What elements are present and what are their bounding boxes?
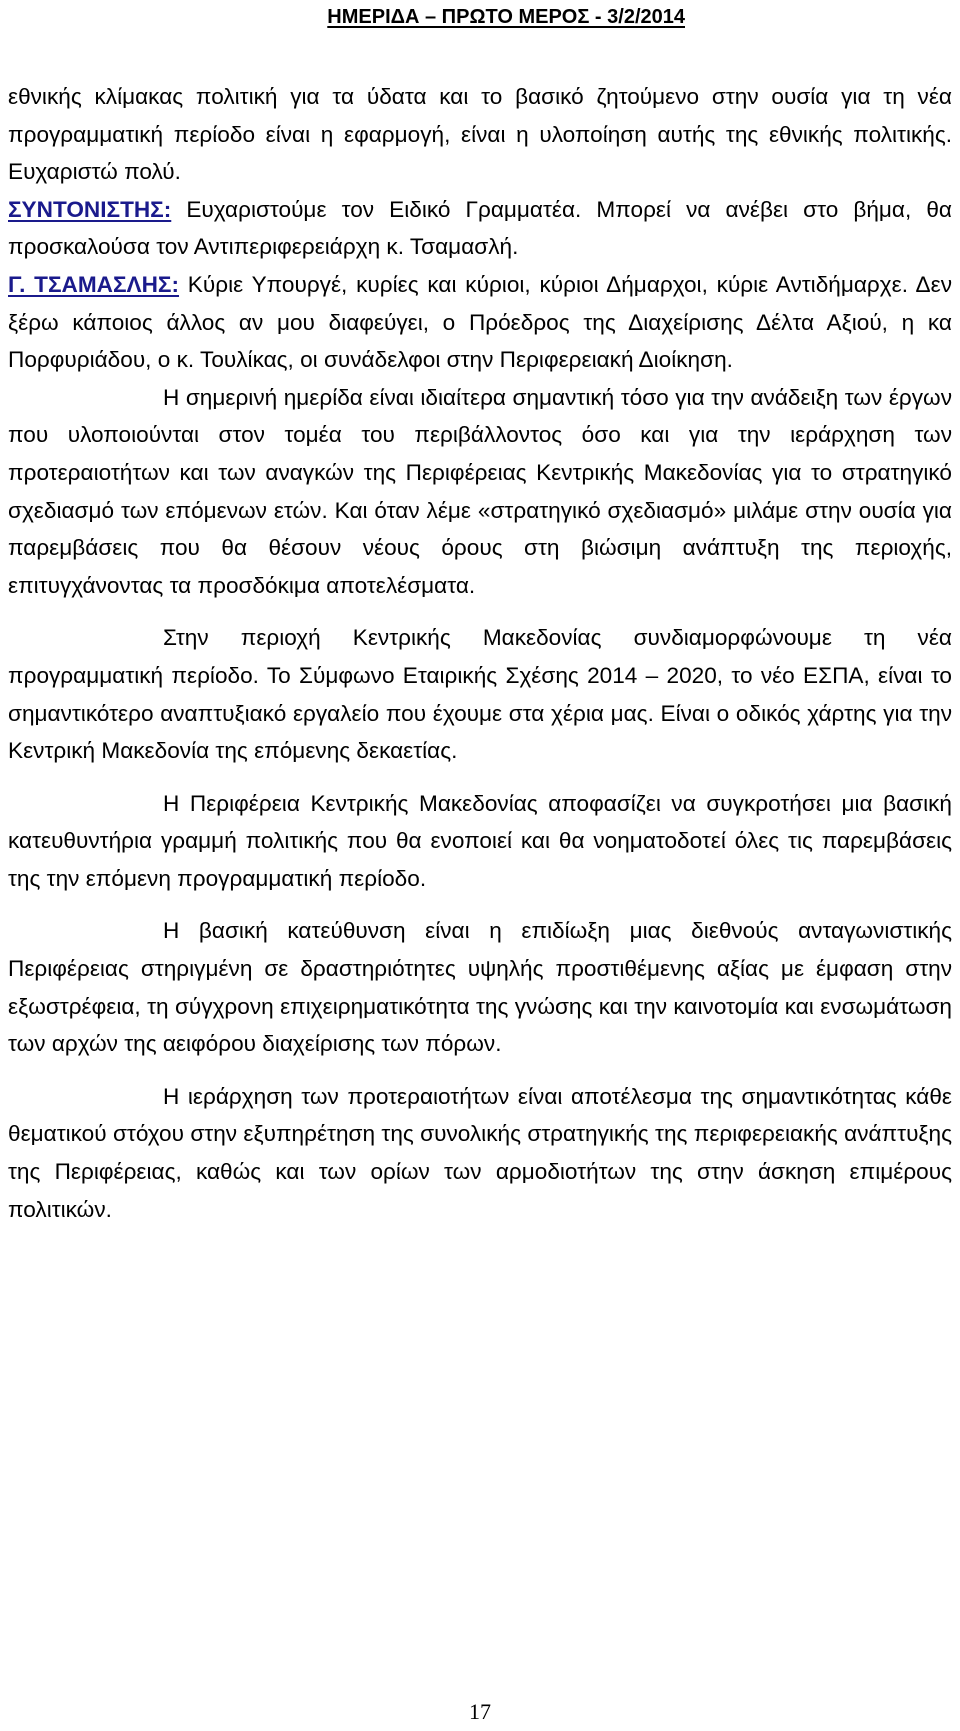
paragraph-5: Στην περιοχή Κεντρικής Μακεδονίας συνδιαμορφώνουμε τη νέα προγραμματική περίοδο. Το Σύμφωνο Εταιρικής Σχέσης 2014 – 2020, το νέο ΕΣΠΑ, είναι το σημαντικότερο αναπτυξιακό εργαλείο που έχουμε στα χέρια μας. Είναι ο οδικός χάρτης για την Κεντρική Μακεδονία της επόμενης δεκαετίας. xyxy=(8,625,952,764)
document-body xyxy=(8,78,952,1228)
page-number: 17 xyxy=(469,1699,491,1724)
paragraph-2 xyxy=(8,191,952,266)
paragraph-3 xyxy=(8,266,952,379)
paragraph-4: Η σημερινή ημερίδα είναι ιδιαίτερα σημαντική τόσο για την ανάδειξη των έργων που υλοποιούνται στον τομέα του περιβάλλοντος όσο και για την ιεράρχηση των προτεραιοτήτων και των αναγκών της Περιφέρειας Κεντρικής Μακεδονίας για το στρατηγικό σχεδιασμό των επόμενων ετών. Και όταν λέμε «στρατηγικό σχεδιασμό» μιλάμε στην ουσία για παρεμβάσεις που θα θέσουν νέους όρους στη βιώσιμη ανάπτυξη της περιοχής, επιτυγχάνοντας τα προσδόκιμα αποτελέσματα. xyxy=(8,384,952,598)
paragraph-2-text: Ευχαριστούμε τον Ειδικό Γραμματέα. Μπορεί να ανέβει στο βήμα, θα προσκαλούσα τον Αντιπεριφερειάρχη κ. Τσαμασλή. xyxy=(8,196,952,260)
speaker-label-coordinator: ΣΥΝΤΟΝΙΣΤΗΣ: xyxy=(8,196,172,222)
paragraph-6: Η Περιφέρεια Κεντρικής Μακεδονίας αποφασίζει να συγκροτήσει μια βασική κατευθυντήρια γραμμή πολιτικής που θα ενοποιεί και θα νοηματοδοτεί όλες τις παρεμβάσεις της την επόμενη προγραμματική περίοδο. xyxy=(8,790,952,891)
paragraph-8: Η ιεράρχηση των προτεραιοτήτων είναι αποτέλεσμα της σημαντικότητας κάθε θεματικού στόχου στην εξυπηρέτηση της συνολικής στρατηγικής της περιφερειακής ανάπτυξης της Περιφέρειας, καθώς και των ορίων των αρμοδιοτήτων της στην άσκηση επιμέρους πολιτικών. xyxy=(8,1083,952,1222)
speaker-label-tsamaslis: Γ. ΤΣΑΜΑΣΛΗΣ: xyxy=(8,271,180,297)
paragraph-3-text: Κύριε Υπουργέ, κυρίες και κύριοι, κύριοι Δήμαρχοι, κύριε Αντιδήμαρχε. Δεν ξέρω κάποιος άλλος αν μου διαφεύγει, ο Πρόεδρος της Διαχείρισης Δέλτα Αξιού, η κα Πορφυριάδου, ο κ. Τουλίκας, οι συνάδελφοι στην Περιφερειακή Διοίκηση. xyxy=(8,271,952,373)
paragraph-7: Η βασική κατεύθυνση είναι η επιδίωξη μιας διεθνούς ανταγωνιστικής Περιφέρειας στηριγμένη σε δραστηριότητες υψηλής προστιθέμενης αξίας με έμφαση στην εξωστρέφεια, τη σύγχρονη επιχειρηματικότητα της γνώσης και την καινοτομία και ενσωμάτωση των αρχών της αειφόρου διαχείρισης των πόρων. xyxy=(8,918,952,1057)
page-header xyxy=(0,4,960,34)
header-title: ΗΜΕΡΙΔΑ – ΠΡΩΤΟ ΜΕΡΟΣ - 3/2/2014 xyxy=(327,6,685,28)
paragraph-1: εθνικής κλίμακας πολιτική για τα ύδατα και το βασικό ζητούμενο στην ουσία για τη νέα προγραμματική περίοδο είναι η εφαρμογή, είναι η υλοποίηση αυτής της εθνικής πολιτικής. Ευχαριστώ πολύ. xyxy=(8,84,952,185)
